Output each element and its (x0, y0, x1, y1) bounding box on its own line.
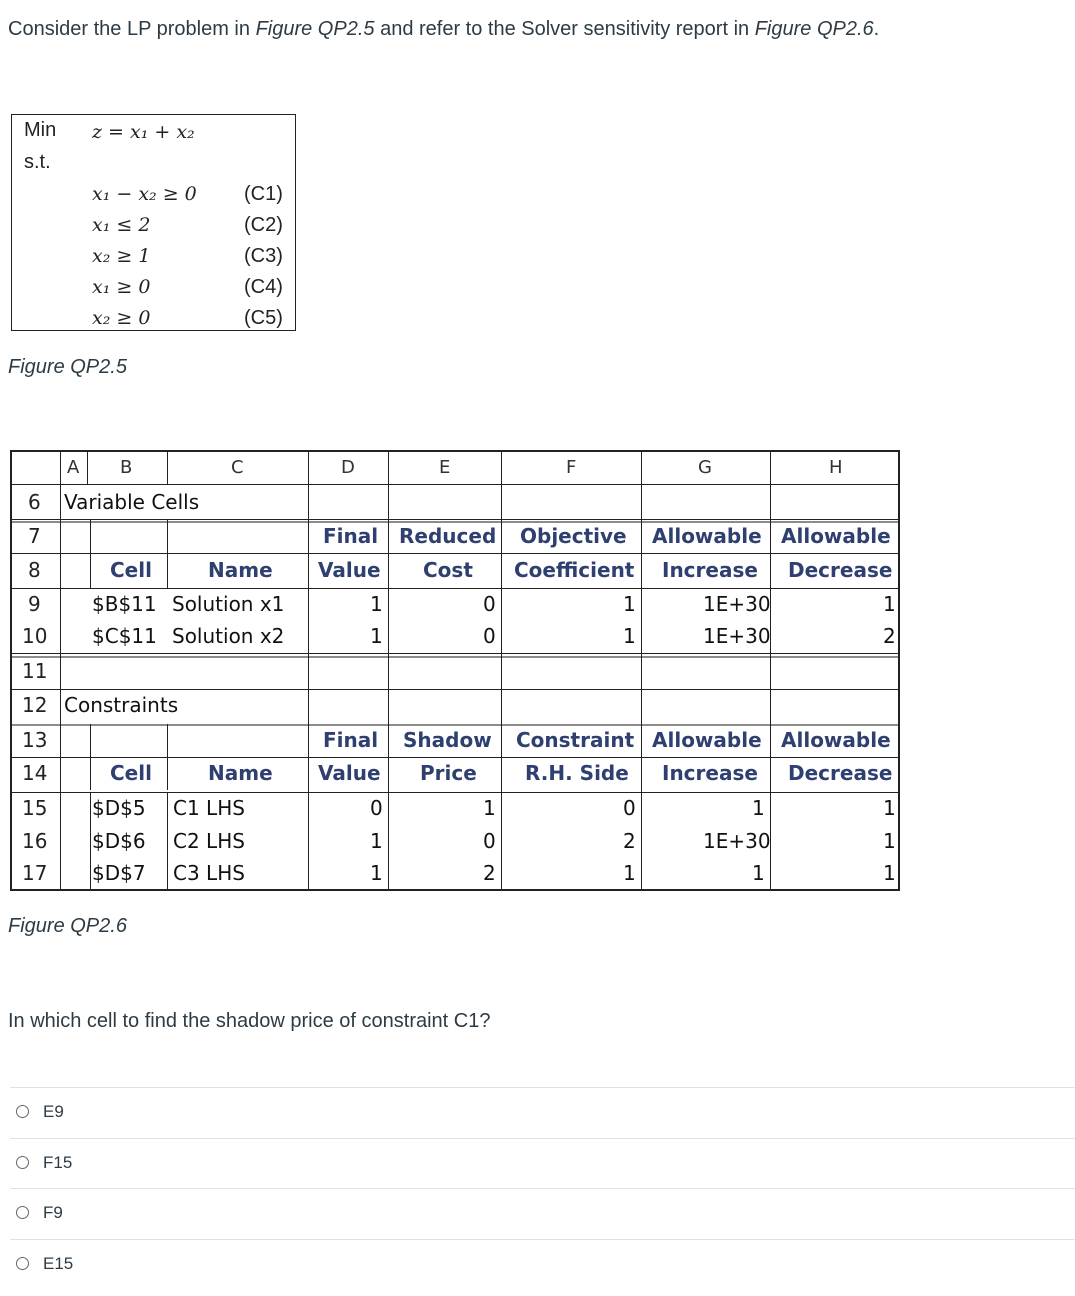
question-text: In which cell to find the shadow price of constraint C1? (8, 1010, 491, 1032)
header-label: Decrease (788, 558, 893, 582)
column-header: D (341, 457, 355, 478)
constraint-rhs: 0 (623, 796, 636, 820)
constraint-tag: (C5) (244, 307, 283, 329)
header-label: Decrease (788, 761, 893, 785)
row-number: 6 (28, 490, 41, 514)
constraint-expr: x₁ − x₂ ≥ 0 (92, 183, 197, 205)
column-header: C (231, 457, 244, 478)
final-value: 1 (370, 861, 383, 885)
header-label: Cell (110, 558, 152, 582)
allowable-decrease: 1 (883, 592, 896, 616)
answer-label[interactable]: F15 (43, 1153, 73, 1172)
header-label: Allowable (781, 728, 891, 752)
header-label: Final (323, 728, 379, 752)
header-label: Allowable (652, 728, 762, 752)
header-label: Coefficient (514, 558, 635, 582)
constraint-tag: (C3) (244, 245, 283, 267)
figure-caption: Figure QP2.6 (8, 915, 127, 937)
header-label: Allowable (652, 524, 762, 548)
cell-name: C3 LHS (173, 861, 245, 885)
row-number: 13 (22, 728, 48, 752)
header-label: Objective (520, 524, 627, 548)
row-number: 10 (22, 624, 48, 648)
objective-function: z = x₁ + x₂ (92, 121, 195, 143)
cell-name: C1 LHS (173, 796, 245, 820)
header-label: Increase (662, 558, 758, 582)
allowable-decrease: 1 (883, 796, 896, 820)
column-header: A (67, 457, 80, 478)
allowable-increase: 1E+30 (703, 592, 771, 616)
shadow-price: 0 (483, 829, 496, 853)
constraint-expr: x₁ ≥ 0 (92, 276, 151, 298)
row-number: 9 (28, 592, 41, 616)
header-label: Final (323, 524, 379, 548)
radio-button[interactable] (16, 1206, 29, 1219)
header-label: Allowable (781, 524, 891, 548)
objective-coefficient: 1 (623, 592, 636, 616)
column-header: G (698, 457, 712, 478)
row-number: 17 (22, 861, 48, 885)
constraint-expr: x₁ ≤ 2 (92, 214, 151, 236)
constraint-tag: (C2) (244, 214, 283, 236)
objective-coefficient: 1 (623, 624, 636, 648)
header-label: Value (318, 558, 381, 582)
answer-option[interactable] (10, 1239, 1075, 1289)
allowable-increase: 1E+30 (703, 829, 771, 853)
row-number: 16 (22, 829, 48, 853)
row-number: 14 (22, 761, 48, 785)
prompt-figure-ref: Figure QP2.5 (255, 18, 375, 40)
constraint-rhs: 1 (623, 861, 636, 885)
radio-button[interactable] (16, 1257, 29, 1270)
header-label: Cell (110, 761, 152, 785)
prompt-figure-ref: Figure QP2.6 (754, 18, 874, 40)
column-header: E (439, 457, 451, 478)
header-label: Constraint (516, 728, 635, 752)
allowable-increase: 1 (752, 796, 765, 820)
header-label: R.H. Side (525, 761, 629, 785)
final-value: 0 (370, 796, 383, 820)
cell-ref: $D$7 (92, 861, 146, 885)
subject-to-label: s.t. (24, 151, 51, 173)
header-label: Price (420, 761, 477, 785)
constraint-expr: x₂ ≥ 1 (92, 245, 151, 267)
header-label: Reduced (399, 524, 497, 548)
allowable-decrease: 1 (883, 829, 896, 853)
allowable-decrease: 1 (883, 861, 896, 885)
allowable-increase: 1E+30 (703, 624, 771, 648)
row-number: 11 (22, 659, 48, 683)
question-prompt (8, 18, 879, 41)
final-value: 1 (370, 829, 383, 853)
constraint-tag: (C4) (244, 276, 283, 298)
constraint-rhs: 2 (623, 829, 636, 853)
shadow-price: 1 (483, 796, 496, 820)
header-label: Shadow (403, 728, 492, 752)
figure-caption: Figure QP2.5 (8, 356, 127, 378)
row-number: 8 (28, 558, 41, 582)
answer-label[interactable]: E9 (43, 1102, 64, 1121)
section-title: Variable Cells (64, 490, 200, 514)
constraint-expr: x₂ ≥ 0 (92, 307, 151, 329)
cell-ref: $D$6 (92, 829, 146, 853)
row-number: 15 (22, 796, 48, 820)
reduced-cost: 0 (483, 624, 496, 648)
prompt-text: . (873, 18, 880, 40)
answer-option[interactable] (10, 1188, 1075, 1238)
cell-ref: $B$11 (92, 592, 157, 616)
radio-button[interactable] (16, 1156, 29, 1169)
prompt-text: and refer to the Solver sensitivity report in (374, 18, 755, 40)
lp-problem-figure (11, 114, 296, 331)
column-header: F (566, 457, 577, 478)
row-number: 12 (22, 693, 48, 717)
answer-label[interactable]: E15 (43, 1254, 74, 1273)
final-value: 1 (370, 624, 383, 648)
section-title: Constraints (64, 693, 179, 717)
cell-ref: $C$11 (92, 624, 157, 648)
header-label: Name (208, 761, 273, 785)
cell-name: Solution x2 (172, 624, 285, 648)
header-label: Cost (423, 558, 473, 582)
cell-name: C2 LHS (173, 829, 245, 853)
radio-button[interactable] (16, 1105, 29, 1118)
cell-name: Solution x1 (172, 592, 285, 616)
row-number: 7 (28, 524, 41, 548)
allowable-increase: 1 (752, 861, 765, 885)
column-header: H (829, 457, 843, 478)
sensitivity-report-figure (10, 450, 900, 891)
answer-label[interactable]: F9 (43, 1203, 63, 1222)
prompt-text: Consider the LP problem in (8, 18, 256, 40)
header-label: Increase (662, 761, 758, 785)
reduced-cost: 0 (483, 592, 496, 616)
column-header: B (120, 457, 133, 478)
answer-option[interactable] (10, 1087, 1075, 1137)
header-label: Name (208, 558, 273, 582)
allowable-decrease: 2 (883, 624, 896, 648)
answer-option[interactable] (10, 1138, 1075, 1188)
min-label: Min (24, 119, 57, 141)
cell-ref: $D$5 (92, 796, 146, 820)
header-label: Value (318, 761, 381, 785)
final-value: 1 (370, 592, 383, 616)
shadow-price: 2 (483, 861, 496, 885)
constraint-tag: (C1) (244, 183, 283, 205)
